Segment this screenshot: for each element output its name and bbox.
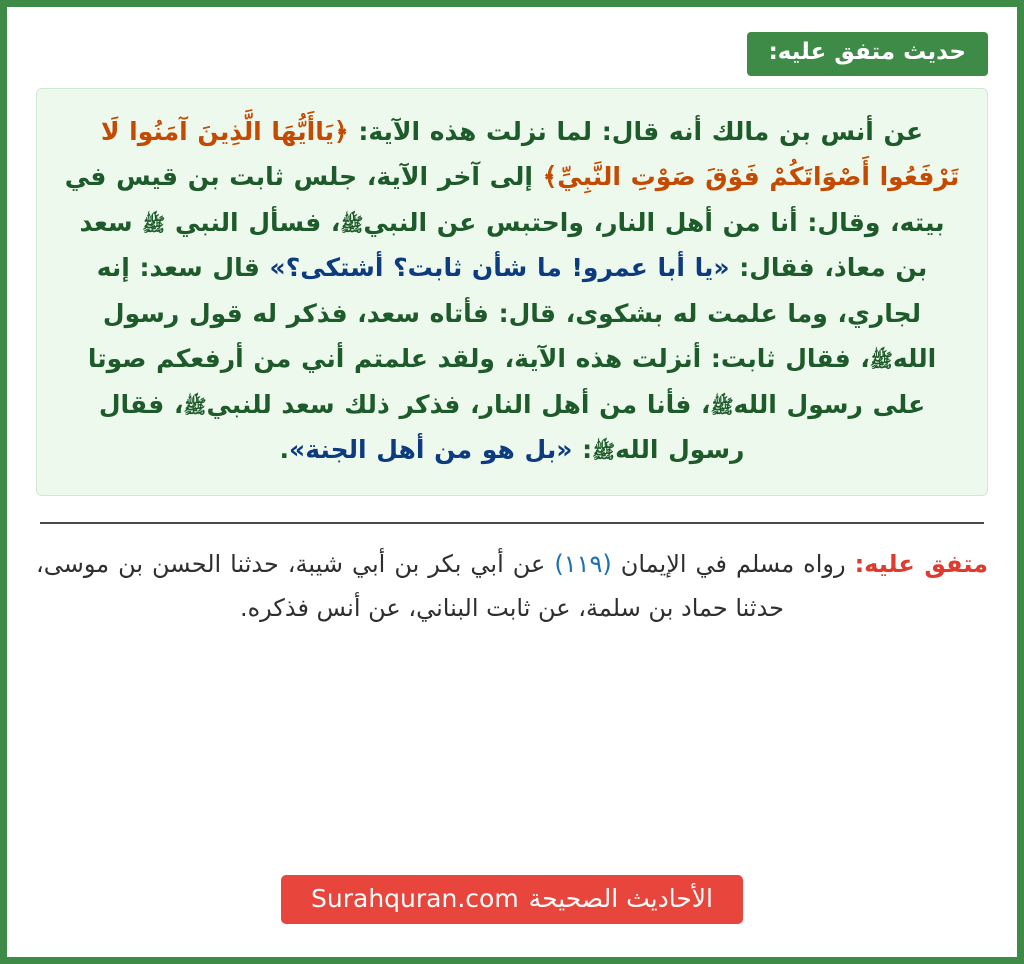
takhrij-text-before: رواه مسلم في الإيمان (620, 549, 846, 578)
hadith-part-1: عن أنس بن مالك أنه قال: لما نزلت هذه الآية: (358, 116, 924, 146)
sallallahu-icon: ﷺ (869, 350, 893, 373)
section-divider (40, 522, 984, 524)
sallallahu-icon: ﷺ (142, 213, 166, 236)
page-content (14, 14, 1010, 950)
footer-site-url: Surahquran.com (311, 884, 519, 913)
takhrij-block (36, 542, 988, 631)
quran-verse-quote: ﴿يَاأَيُّهَا الَّذِينَ آمَنُوا لَا تَرْفَعُوا أَصْوَاتَكُمْ فَوْقَ صَوْتِ النَّبِيِّ﴾ (100, 116, 960, 192)
hadith-part-7: ، فأنا من أهل النار، فذكر ذلك سعد للنبي (206, 389, 711, 419)
hadith-part-8: ، فقال رسول الله (98, 389, 745, 465)
sallallahu-icon: ﷺ (183, 395, 207, 418)
hadith-part-6: ، فقال ثابت: أنزلت هذه الآية، ولقد علمتم أني من أرفعكم صوتا على رسول الله (87, 344, 926, 419)
header-row (36, 32, 988, 76)
hadith-part-4: سعد بن معاذ، فقال: (79, 207, 928, 283)
hadith-number: (١١٩) (554, 549, 612, 578)
sallallahu-icon: ﷺ (592, 441, 616, 464)
site-footer-badge[interactable] (281, 875, 743, 924)
hadith-part-3: ، فسأل النبي (174, 207, 341, 237)
sallallahu-icon: ﷺ (710, 395, 734, 418)
footer-arabic-label: الأحاديث الصحيحة (528, 884, 713, 913)
hadith-text-box (36, 88, 988, 496)
hadith-part-9: : (582, 435, 593, 465)
hadith-grade-badge: حديث متفق عليه: (747, 32, 988, 76)
footer-row (36, 875, 988, 950)
hadith-quoted-speech-2: «بل هو من أهل الجنة» (289, 435, 573, 465)
hadith-part-5: قال سعد: إنه لجاري، وما علمت له بشكوى، قال: فأتاه سعد، فذكر له قول رسول الله (96, 253, 937, 374)
hadith-part-10: . (279, 435, 290, 465)
sallallahu-icon: ﷺ (340, 213, 364, 236)
hadith-quoted-speech-1: «يا أبا عمرو! ما شأن ثابت؟ أشتكى؟» (269, 253, 730, 283)
hadith-body (63, 109, 961, 473)
hadith-part-2: إلى آخر الآية، جلس ثابت بن قيس في بيته، وقال: أنا من أهل النار، واحتبس عن النبي (64, 162, 945, 237)
takhrij-text-after: عن أبي بكر بن أبي شيبة، حدثنا الحسن بن موسى، حدثنا حماد بن سلمة، عن ثابت البناني، عن أنس فذكره. (36, 549, 785, 622)
takhrij-label: متفق عليه: (854, 549, 988, 578)
